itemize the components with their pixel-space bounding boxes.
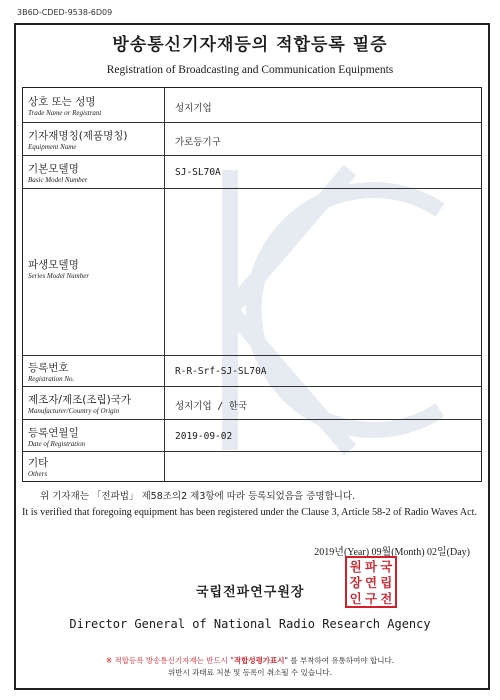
label-registration-no-ko: 등록번호	[28, 362, 69, 374]
seal-char: 장	[349, 575, 362, 590]
row-trade-name	[23, 88, 481, 123]
issuer-english: Director General of National Radio Research Agency	[69, 617, 431, 631]
label-registration-no-en: Registration No.	[28, 375, 75, 383]
label-basic-model-en: Basic Model Number	[28, 176, 88, 184]
label-series-model-ko: 파생모델명	[28, 259, 79, 271]
seal-char: 전	[380, 591, 393, 606]
row-basic-model	[23, 156, 481, 189]
label-others-ko: 기타	[28, 457, 49, 469]
label-trade-name-ko: 상호 또는 성명	[28, 96, 96, 108]
footnote	[0, 655, 500, 679]
footnote-suffix: " 를 부착하여 유통하여야 합니다.	[284, 656, 395, 665]
row-manufacturer	[23, 387, 481, 420]
seal-char: 구	[364, 591, 378, 606]
footnote-line-2: 위반시 과태료 처분 및 등록이 취소될 수 있습니다.	[168, 668, 332, 677]
seal-char: 국	[380, 559, 393, 574]
footnote-line-1	[0, 655, 500, 667]
value-basic-model: SJ-SL70A	[175, 167, 221, 178]
seal-char: 파	[364, 559, 378, 574]
footnote-prefix: ※ 적합등록 방송통신기자재는 반드시 "	[105, 656, 234, 665]
label-manufacturer-ko: 제조자/제조(조립)국가	[28, 394, 132, 406]
issue-date: 2019년(Year) 09월(Month) 02일(Day)	[314, 547, 470, 558]
seal-char: 연	[364, 575, 378, 590]
label-others-en: Others	[28, 470, 48, 478]
document-id: 3B6D-CDED-9538-6D09	[17, 8, 113, 17]
title-korean: 방송통신기자재등의 적합등록 필증	[112, 35, 388, 55]
seal-char: 인	[349, 591, 362, 606]
official-seal-icon	[345, 556, 397, 608]
label-registration-date-en: Date of Registration	[28, 440, 86, 448]
label-series-model-en: Series Model Number	[28, 272, 90, 280]
label-equipment-name-en: Equipment Name	[28, 143, 77, 151]
footnote-emphasis: 적합성평가표시	[233, 656, 285, 665]
row-registration-date	[23, 420, 481, 452]
row-others	[23, 452, 481, 481]
registration-table	[22, 87, 482, 482]
statement-english: It is verified that foregoing equipment has been registered under the Clause 3, Article 58-2 of Radio Waves Act.	[22, 507, 478, 518]
value-manufacturer: 성지기업 / 한국	[175, 401, 248, 412]
label-equipment-name-ko: 기자재명칭(제품명칭)	[28, 130, 128, 142]
seal-char: 립	[380, 575, 393, 590]
row-series-model	[23, 189, 481, 356]
statement-korean: 위 기자재는 「전파법」 제58조의2 제3항에 따라 등록되었음을 증명합니다.	[40, 491, 356, 502]
value-trade-name: 성지기업	[175, 103, 212, 114]
row-registration-no	[23, 356, 481, 387]
row-equipment-name	[23, 123, 481, 156]
label-trade-name-en: Trade Name or Registrant	[28, 109, 102, 117]
title-english: Registration of Broadcasting and Communication Equipments	[106, 64, 394, 76]
value-equipment-name: 가로등기구	[175, 137, 221, 148]
label-manufacturer-en: Manufacturer/Country of Origin	[28, 407, 120, 415]
seal-char: 원	[349, 559, 362, 574]
value-registration-no: R-R-Srf-SJ-SL70A	[175, 366, 267, 377]
label-basic-model-ko: 기본모델명	[28, 163, 79, 175]
label-registration-date-ko: 등록연월일	[28, 427, 79, 439]
value-registration-date: 2019-09-02	[175, 431, 233, 442]
issuer-korean: 국립전파연구원장	[196, 585, 305, 600]
